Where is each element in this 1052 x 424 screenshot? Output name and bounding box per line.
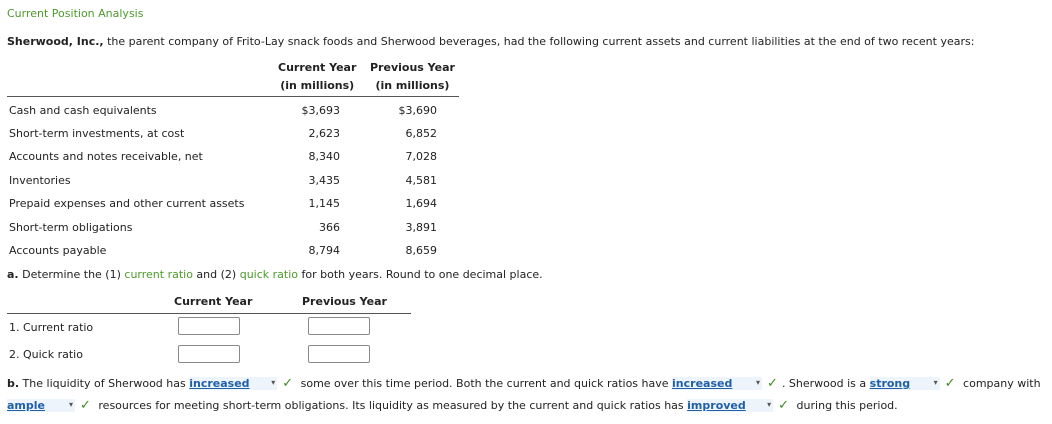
intro-text	[7, 35, 974, 48]
resources-dropdown[interactable]	[7, 399, 75, 412]
chevron-down-icon: ▾	[271, 378, 276, 387]
ratios-change-dropdown[interactable]	[672, 377, 762, 390]
row-label: Prepaid expenses and other current assets	[9, 197, 245, 210]
part-a-text3: for both years. Round to one decimal place.	[298, 268, 543, 281]
check-icon: ✓	[767, 376, 778, 391]
answer-col-current: Current Year	[174, 295, 253, 308]
col-current-line1: Current Year	[278, 61, 357, 74]
check-icon: ✓	[778, 398, 790, 413]
row-previous-value: 3,891	[405, 221, 437, 234]
row-current-value: 3,435	[308, 174, 340, 187]
row-current-value: 8,794	[308, 244, 340, 257]
table-header-rule	[7, 96, 459, 97]
part-a-text1: Determine the (1)	[18, 268, 125, 281]
check-icon: ✓	[80, 398, 91, 413]
quick-ratio-previous-input[interactable]	[308, 345, 370, 363]
part-a-instruction	[7, 268, 543, 281]
row-previous-value: 4,581	[405, 174, 437, 187]
part-b-text3: . Sherwood is a	[781, 377, 870, 390]
chevron-down-icon: ▾	[767, 400, 772, 409]
intro-body: the parent company of Frito-Lay snack foods and Sherwood beverages, had the following current assets and current liabilities at the end of two recent years:	[103, 35, 975, 48]
row-previous-value: $3,690	[398, 104, 437, 117]
current-ratio-current-input[interactable]	[178, 317, 240, 335]
current-ratio-previous-input[interactable]	[308, 317, 370, 335]
current-ratio-link[interactable]: current ratio	[124, 268, 193, 281]
part-b-line1	[7, 376, 1041, 391]
row-current-value: 1,145	[308, 197, 340, 210]
row-previous-value: 8,659	[405, 244, 437, 257]
row-previous-value: 6,852	[405, 127, 437, 140]
row-current-value: 366	[319, 221, 340, 234]
part-b-prefix: b.	[7, 377, 20, 390]
resources-value: ample	[7, 399, 45, 412]
row-label: Short-term obligations	[9, 221, 133, 234]
quick-ratio-current-input[interactable]	[178, 345, 240, 363]
part-b-text2: some over this time period. Both the current and quick ratios have	[297, 377, 673, 390]
chevron-down-icon: ▾	[756, 378, 761, 387]
col-current-line2: (in millions)	[280, 79, 355, 92]
current-ratio-label: 1. Current ratio	[9, 321, 94, 334]
col-previous-line2: (in millions)	[375, 79, 450, 92]
part-b-text5: resources for meeting short-term obligations. Its liquidity as measured by the current and quick ratios has	[94, 399, 688, 412]
part-b-text1: The liquidity of Sherwood has	[19, 377, 190, 390]
col-current-header	[278, 61, 356, 92]
check-icon: ✓	[282, 376, 294, 391]
answer-col-previous: Previous Year	[302, 295, 387, 308]
liquidity-trend-value: improved	[687, 399, 746, 412]
part-a-prefix: a.	[7, 268, 19, 281]
part-a-text2: and (2)	[192, 268, 240, 281]
row-current-value: 8,340	[308, 150, 340, 163]
answer-header-rule	[7, 313, 411, 314]
row-label: Cash and cash equivalents	[9, 104, 157, 117]
ratios-change-value: increased	[672, 377, 733, 390]
row-label: Accounts payable	[9, 244, 107, 257]
company-strength-dropdown[interactable]	[870, 377, 940, 390]
row-label: Short-term investments, at cost	[9, 127, 185, 140]
col-previous-line1: Previous Year	[370, 61, 455, 74]
row-label: Inventories	[9, 174, 71, 187]
chevron-down-icon: ▾	[68, 400, 73, 409]
part-b-text4: company with	[959, 377, 1041, 390]
part-b-text6: during this period.	[793, 399, 898, 412]
row-label: Accounts and notes receivable, net	[9, 150, 203, 163]
row-previous-value: 7,028	[405, 150, 437, 163]
liquidity-trend-dropdown[interactable]	[687, 399, 773, 412]
chevron-down-icon: ▾	[933, 378, 938, 387]
row-current-value: $3,693	[301, 104, 340, 117]
check-icon: ✓	[944, 376, 956, 391]
company-name: Sherwood, Inc.,	[7, 35, 104, 48]
col-previous-header	[370, 61, 455, 92]
part-b-line2	[7, 398, 898, 413]
row-previous-value: 1,694	[405, 197, 437, 210]
quick-ratio-link[interactable]: quick ratio	[239, 268, 299, 281]
quick-ratio-label: 2. Quick ratio	[9, 348, 83, 361]
page-title: Current Position Analysis	[7, 7, 144, 20]
liquidity-change-dropdown[interactable]	[189, 377, 277, 390]
liquidity-change-value: increased	[189, 377, 250, 390]
company-strength-value: strong	[869, 377, 911, 390]
row-current-value: 2,623	[308, 127, 340, 140]
